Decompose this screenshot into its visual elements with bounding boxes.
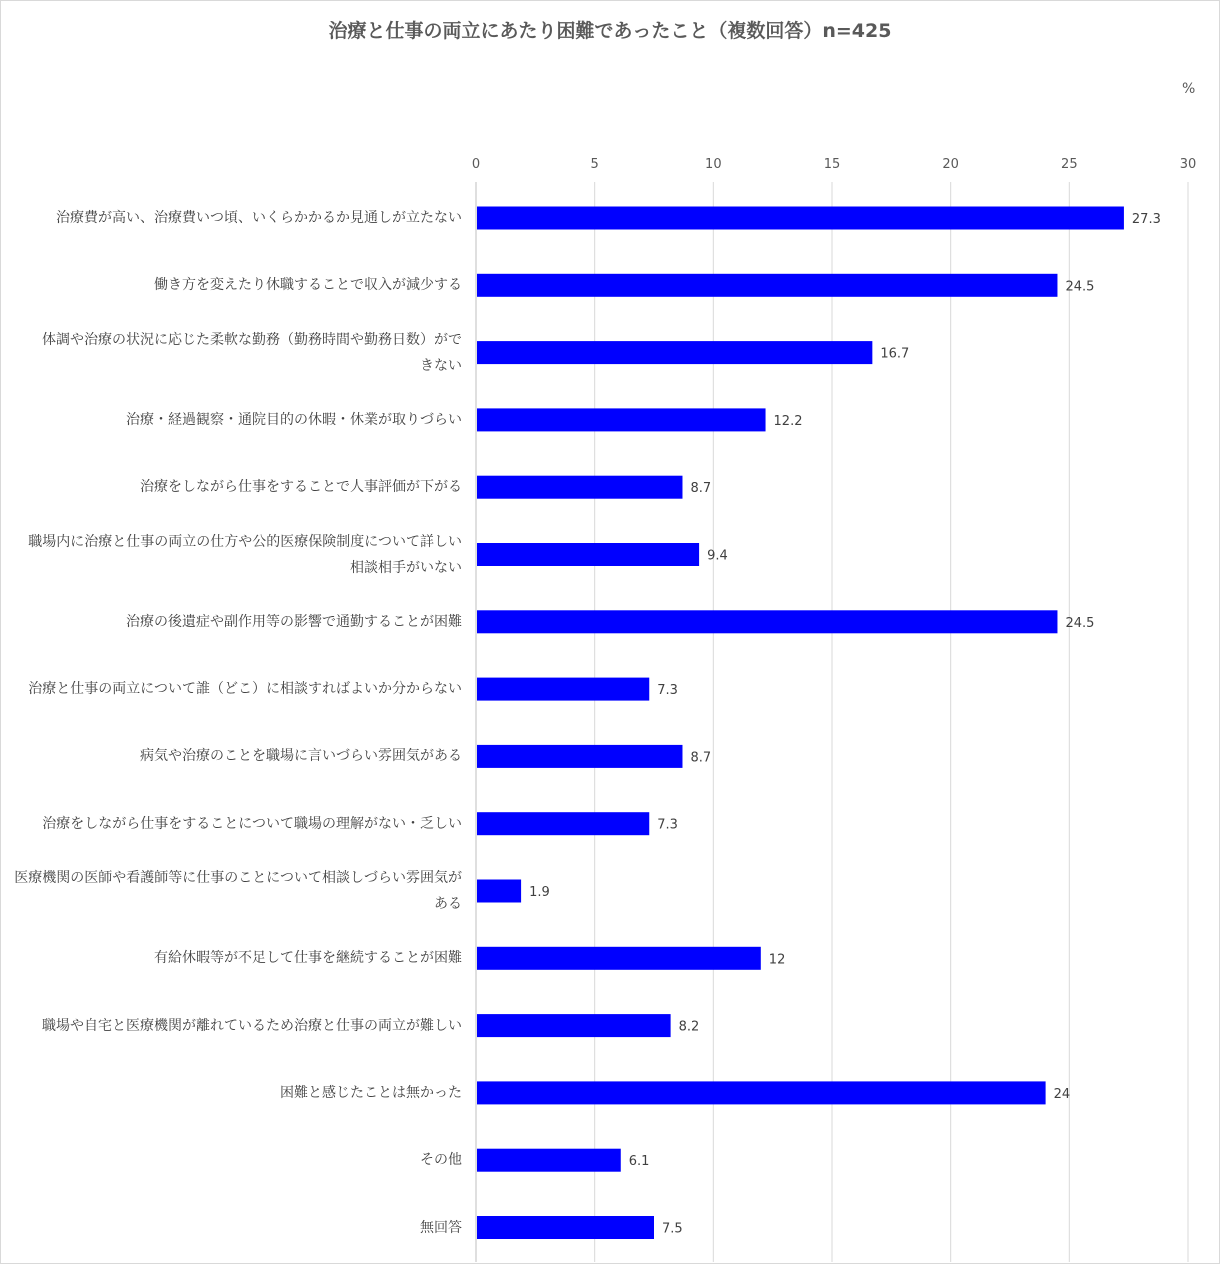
category-label-line: 治療をしながら仕事をすることについて職場の理解がない・乏しい xyxy=(42,815,462,832)
bar xyxy=(477,1081,1046,1104)
x-tick-label: 30 xyxy=(1179,157,1197,172)
x-tick-label: 5 xyxy=(590,157,599,172)
category-label-line: 職場や自宅と医療機関が離れているため治療と仕事の両立が難しい xyxy=(42,1017,462,1034)
bar xyxy=(477,1014,671,1037)
bar xyxy=(477,678,649,701)
category-label-line: 有給休暇等が不足して仕事を継続することが困難 xyxy=(154,950,462,967)
category-label-line: きない xyxy=(420,357,462,374)
bar-value-label: 6.1 xyxy=(628,1154,650,1170)
bar xyxy=(477,947,761,970)
bar-value-label: 24.5 xyxy=(1065,615,1095,631)
category-label-line: 相談相手がいない xyxy=(350,559,462,576)
category-label-line: 体調や治療の状況に応じた柔軟な勤務（勤務時間や勤務日数）がで xyxy=(42,331,462,348)
bar-value-label: 1.9 xyxy=(529,885,550,900)
category-label-line: ある xyxy=(434,896,462,912)
bar xyxy=(477,1216,654,1239)
bar-value-label: 9.4 xyxy=(707,548,728,564)
x-tick-label: 10 xyxy=(705,157,722,172)
x-tick-label: 25 xyxy=(1061,157,1078,172)
bar-value-label: 27.3 xyxy=(1131,212,1161,227)
category-label-line: 困難と感じたことは無かった xyxy=(280,1084,462,1101)
chart-title: 治療と仕事の両立にあたり困難であったこと（複数回答）n=425 xyxy=(328,20,892,42)
bar-value-label: 16.7 xyxy=(880,346,910,362)
bar xyxy=(477,408,766,431)
bar-value-label: 24.5 xyxy=(1065,279,1095,295)
category-label-line: 治療の後遺症や副作用等の影響で通勤することが困難 xyxy=(126,613,462,630)
bar xyxy=(477,812,649,835)
category-label-line: 職場内に治療と仕事の両立の仕方や公的医療保険制度について詳しい xyxy=(28,533,462,550)
bar xyxy=(477,745,682,768)
bar xyxy=(477,207,1124,230)
bar-value-label: 12 xyxy=(768,952,786,968)
x-tick-label: 20 xyxy=(942,157,959,172)
bar-value-label: 8.2 xyxy=(678,1019,700,1035)
category-label-line: 治療をしながら仕事をすることで人事評価が下がる xyxy=(140,479,462,496)
bar-value-label: 7.3 xyxy=(657,683,678,699)
category-label-line: その他 xyxy=(420,1152,462,1169)
bar xyxy=(477,476,682,499)
category-label-line: 無回答 xyxy=(420,1219,462,1236)
bar xyxy=(477,1149,621,1172)
unit-label: % xyxy=(1182,81,1196,97)
category-label-line: 治療費が高い、治療費いつ頃、いくらかかるか見通しが立たない xyxy=(56,210,462,226)
bar xyxy=(477,880,521,903)
x-tick-label: 15 xyxy=(823,157,841,172)
bar xyxy=(477,610,1057,633)
bar-value-label: 7.5 xyxy=(662,1221,683,1237)
category-label-line: 治療・経過観察・通院目的の休暇・休業が取りづらい xyxy=(126,411,462,428)
bar xyxy=(477,274,1057,297)
x-tick-label: 0 xyxy=(471,157,481,172)
bar-value-label: 8.7 xyxy=(690,481,712,497)
bar-value-label: 24 xyxy=(1053,1086,1071,1102)
category-label-line: 医療機関の医師や看護師等に仕事のことについて相談しづらい雰囲気が xyxy=(14,870,462,886)
category-label-line: 病気や治療のことを職場に言いづらい雰囲気がある xyxy=(140,748,462,765)
bar xyxy=(477,543,699,566)
bar-value-label: 8.7 xyxy=(690,750,712,766)
bar xyxy=(477,341,872,364)
bar-value-label: 7.3 xyxy=(657,817,678,833)
category-label-line: 働き方を変えたり休職することで収入が減少する xyxy=(154,277,462,294)
bar-value-label: 12.2 xyxy=(773,413,803,429)
category-label-line: 治療と仕事の両立について誰（どこ）に相談すればよいか分からない xyxy=(28,681,462,698)
